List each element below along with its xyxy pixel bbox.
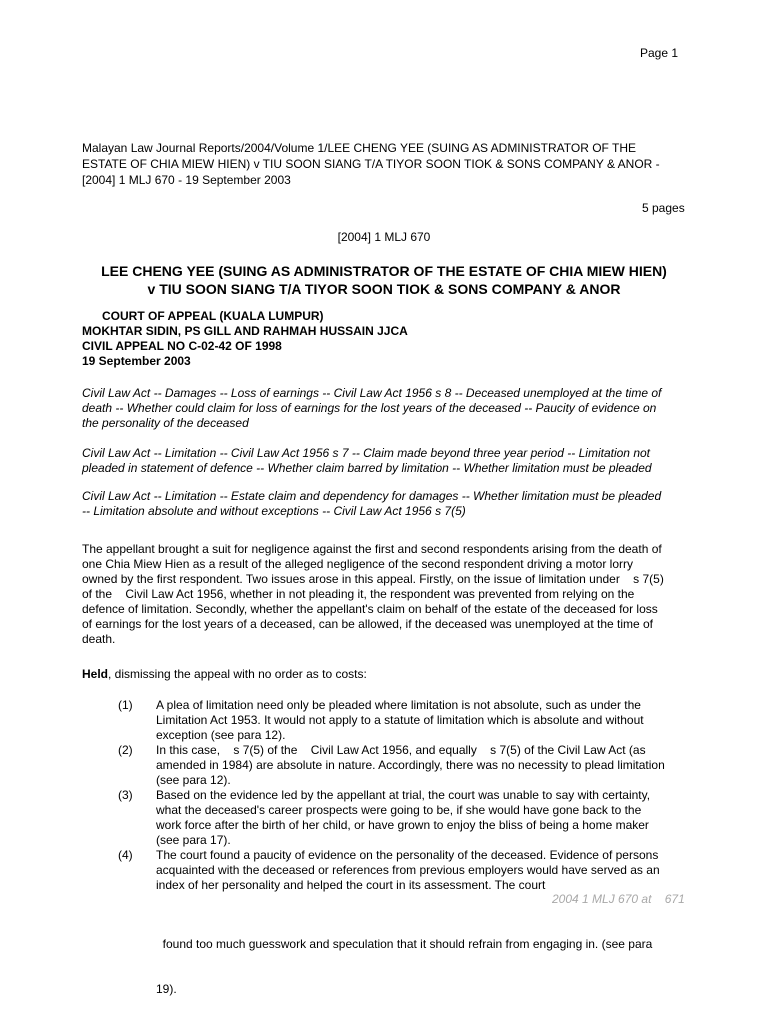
held-item-line: (see para 12). — [156, 773, 231, 787]
report-reference: [2004] 1 MLJ 670 — [337, 230, 431, 244]
continuation-line: found too much guesswork and speculation that it should refrain from engaging in. (see para — [156, 937, 653, 951]
judgment-date: 19 September 2003 — [82, 354, 191, 368]
held-item-number: (1) — [118, 698, 133, 712]
held-item-line: (see para 17). — [156, 833, 231, 847]
held-item-number: (4) — [118, 848, 133, 862]
held-text: , dismissing the appeal with no order as to costs: — [108, 667, 367, 681]
summary-line: of the Civil Law Act 1956, whether in not pleading it, the respondent was prevented from relying on the — [82, 587, 635, 601]
summary-line: death. — [82, 632, 116, 646]
summary-line: owned by the first respondent. Two issues arose in this appeal. Firstly, on the issue of limitation under s 7(5) — [82, 572, 664, 586]
held-heading — [82, 667, 367, 681]
held-item-line: In this case, s 7(5) of the Civil Law Act 1956, and equally s 7(5) of the Civil Law Act (as — [156, 743, 646, 757]
case-title-line: v TIU SOON SIANG T/A TIYOR SOON TIOK & SONS COMPANY & ANOR — [147, 281, 621, 297]
catchword-line: Civil Law Act -- Limitation -- Civil Law Act 1956 s 7 -- Claim made beyond three year period -- Limitation not — [82, 446, 650, 460]
citation-header — [82, 140, 702, 188]
catchword-line: Civil Law Act -- Damages -- Loss of earnings -- Civil Law Act 1956 s 8 -- Deceased unemployed at the time of — [82, 386, 662, 400]
catchword-line: the personality of the deceased — [82, 416, 249, 430]
case-summary — [82, 542, 694, 647]
catchword-paragraph — [82, 386, 692, 431]
catchword-paragraph — [82, 446, 692, 476]
held-item-line: Limitation Act 1953. It would not apply to a statute of limitation which is absolute and without — [156, 713, 644, 727]
page-number: Page 1 — [640, 46, 679, 60]
page-break-marker: 2004 1 MLJ 670 at 671 — [552, 892, 685, 906]
held-item-line: A plea of limitation need only be pleaded where limitation is not absolute, such as under the — [156, 698, 641, 712]
case-title-line: LEE CHENG YEE (SUING AS ADMINISTRATOR OF THE ESTATE OF CHIA MIEW HIEN) — [101, 263, 667, 279]
catchword-line: Civil Law Act -- Limitation -- Estate claim and dependency for damages -- Whether limitation must be pleaded — [82, 489, 662, 503]
summary-line: of earnings for the lost years of a deceased, can be allowed, if the deceased was unemployed at the time of — [82, 617, 654, 631]
held-item-number: (3) — [118, 788, 133, 802]
continuation-line: 19). — [156, 982, 177, 996]
summary-line: The appellant brought a suit for negligence against the first and second respondents arising from the death of — [82, 542, 662, 556]
court-details — [82, 309, 408, 369]
held-label: Held — [82, 667, 109, 681]
held-item-line: work force after the birth of her child, or have grown to enjoy the bliss of being a home maker — [156, 818, 649, 832]
summary-line: one Chia Miew Hien as a result of the alleged negligence of the second respondent driving a motor lorry — [82, 557, 633, 571]
held-item-line: amended in 1984) are absolute in nature. Accordingly, there was no necessity to plead limitation — [156, 758, 665, 772]
held-item-number: (2) — [118, 743, 133, 757]
held-item-line: Based on the evidence led by the appellant at trial, the court was unable to say with certainty, — [156, 788, 651, 802]
held-item-continuation — [156, 907, 652, 1012]
appeal-number: CIVIL APPEAL NO C-02-42 OF 1998 — [82, 339, 282, 353]
held-item-line: what the deceased's career prospects were going to be, if she would have gone back to the — [156, 803, 642, 817]
held-item — [118, 848, 698, 893]
held-item — [118, 698, 698, 743]
summary-line: defence of limitation. Secondly, whether the appellant's claim on behalf of the estate of the deceased for loss — [82, 602, 658, 616]
held-item — [118, 788, 698, 848]
page-count: 5 pages — [642, 201, 685, 215]
held-item-line: The court found a paucity of evidence on the personality of the deceased. Evidence of persons — [156, 848, 659, 862]
catchword-line: death -- Whether could claim for loss of earnings for the lost years of the deceased -- Paucity of evidence on — [82, 401, 657, 415]
held-item — [118, 743, 698, 788]
held-item-line: exception (see para 12). — [156, 728, 286, 742]
catchword-line: -- Limitation absolute and without exceptions -- Civil Law Act 1956 s 7(5) — [82, 504, 466, 518]
citation-line: Malayan Law Journal Reports/2004/Volume 1/LEE CHENG YEE (SUING AS ADMINISTRATOR OF THE — [82, 141, 636, 155]
held-list — [118, 698, 698, 893]
citation-line: [2004] 1 MLJ 670 - 19 September 2003 — [82, 173, 291, 187]
catchword-line: pleaded in statement of defence -- Whether claim barred by limitation -- Whether limitation must be pleaded — [82, 461, 652, 475]
citation-line: ESTATE OF CHIA MIEW HIEN) v TIU SOON SIANG T/A TIYOR SOON TIOK & SONS COMPANY & ANOR - — [82, 157, 660, 171]
catchword-paragraph — [82, 489, 692, 519]
held-item-line: index of her personality and helped the court in its assessment. The court — [156, 878, 546, 892]
case-title — [60, 262, 708, 298]
judges: MOKHTAR SIDIN, PS GILL AND RAHMAH HUSSAIN JJCA — [82, 324, 408, 338]
court-name: COURT OF APPEAL (KUALA LUMPUR) — [82, 309, 324, 323]
held-item-line: acquainted with the deceased or references from previous employers would have served as an — [156, 863, 660, 877]
